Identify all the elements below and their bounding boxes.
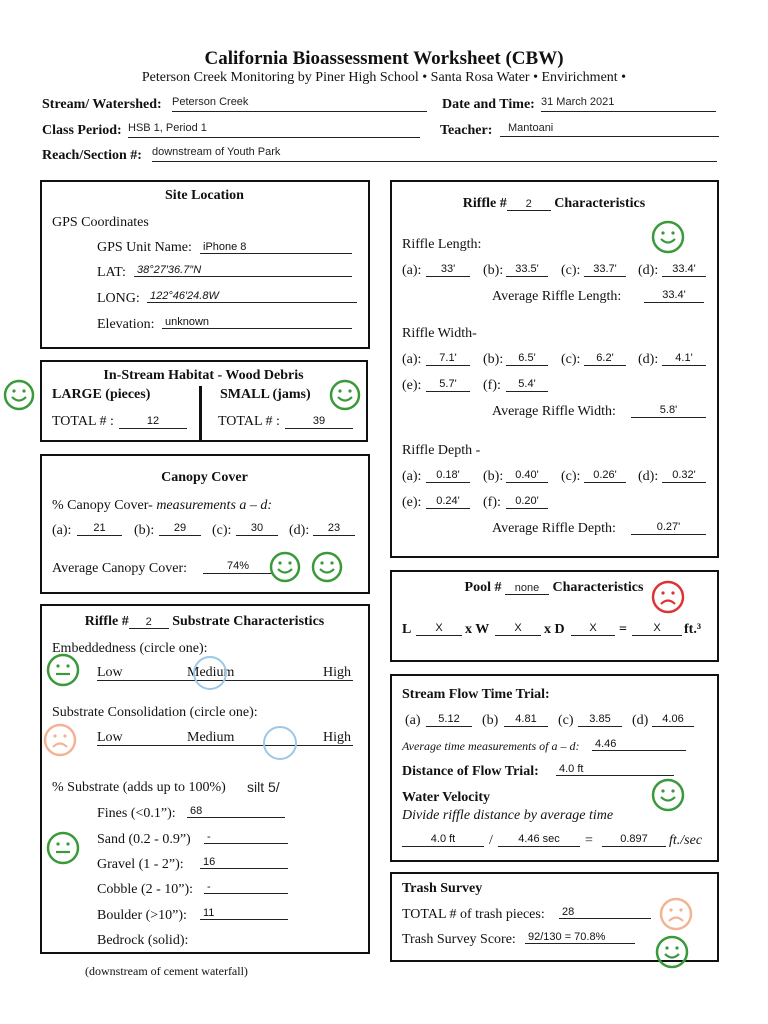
canopy-c-field[interactable]: 30 [236, 521, 278, 536]
large-total-field[interactable]: 12 [119, 414, 187, 429]
page-subtitle: Peterson Creek Monitoring by Piner High School • Santa Rosa Water • Envirichment • [141, 70, 627, 85]
date-label: Date and Time: [442, 97, 535, 112]
pool-heading-post: Characteristics [552, 580, 644, 595]
happy-face-icon [268, 550, 302, 584]
substrate-footnote: (downstream of cement waterfall) [85, 964, 248, 978]
canopy-c-label: (c): [212, 523, 232, 538]
avg-d-field[interactable]: 0.27' [631, 520, 706, 535]
d-f-field[interactable]: 0.20' [506, 494, 548, 509]
canopy-pct-italic: measurements a – d: [156, 498, 273, 513]
canopy-a-label: (a): [52, 523, 72, 538]
riffle-length-label: Riffle Length: [402, 237, 482, 252]
trash-score-label: Trash Survey Score: [402, 932, 516, 947]
d-c-field[interactable]: 0.26' [584, 468, 626, 483]
wood-heading: In-Stream Habitat - Wood Debris [103, 368, 304, 383]
reach-field[interactable]: downstream of Youth Park [152, 146, 717, 162]
large-total-label: TOTAL # : [52, 414, 114, 429]
pool-unit: ft.³ [684, 622, 702, 637]
site-heading: Site Location [165, 188, 244, 203]
len-a-field[interactable]: 33' [426, 262, 470, 277]
sand-label: Sand (0.2 - 0.9”) [97, 832, 191, 847]
sad-face-icon [658, 896, 694, 932]
canopy-d-field[interactable]: 23 [313, 521, 355, 536]
high-selection-circle [263, 726, 297, 760]
stream-field[interactable]: Peterson Creek [172, 96, 427, 112]
sand-field[interactable]: - [204, 830, 288, 844]
flow-d-field[interactable]: 4.06 [652, 712, 694, 727]
canopy-b-field[interactable]: 29 [159, 521, 201, 536]
flow-c-field[interactable]: 3.85 [578, 712, 622, 727]
pool-no-field[interactable]: none [505, 582, 549, 595]
d-b-label: (b): [483, 469, 504, 484]
flow-heading: Stream Flow Time Trial: [402, 687, 550, 702]
canopy-a-field[interactable]: 21 [77, 521, 122, 536]
class-field[interactable]: HSB 1, Period 1 [128, 122, 420, 138]
neutral-face-icon [45, 830, 81, 866]
consol-label: Substrate Consolidation (circle one): [52, 705, 258, 720]
trash-total-label: TOTAL # of trash pieces: [402, 907, 545, 922]
w-e-label: (e): [402, 378, 422, 393]
pool-W-label: x W [465, 622, 490, 637]
flow-box: Stream Flow Time Trial: (a) 5.12 (b) 4.81 (c) 3.85 (d) 4.06 Average time measurements of a – d: 4.46 Distance of Flow Trial: 4.0 ft Water Velocity Divide riffle distance by average time 4.0 ft / 4.46 sec = 0.897 ft./sec [390, 674, 719, 862]
pct-substrate-note: silt 5/ [247, 779, 280, 795]
velocity-label: Water Velocity [402, 790, 491, 805]
page-title: California Bioassessment Worksheet (CBW) [204, 48, 564, 69]
pool-L-label: L [402, 622, 412, 637]
sad-face-icon [650, 579, 686, 615]
neutral-face-icon [45, 652, 81, 688]
pool-w-field[interactable]: X [495, 621, 541, 636]
canopy-avg-label: Average Canopy Cover: [52, 561, 188, 576]
cobble-field[interactable]: - [204, 880, 288, 894]
long-label: LONG: [97, 291, 140, 306]
flow-dist-field[interactable]: 4.0 ft [556, 762, 674, 776]
stream-label: Stream/ Watershed: [42, 97, 162, 112]
large-label: LARGE (pieces) [52, 387, 151, 402]
velocity-result-field[interactable]: 0.897 [602, 832, 666, 847]
flow-dist-label: Distance of Flow Trial: [402, 764, 539, 779]
gps-unit-label: GPS Unit Name: [97, 240, 192, 255]
gravel-field[interactable]: 16 [200, 855, 288, 869]
w-d-label: (d): [638, 352, 659, 367]
happy-face-icon [654, 934, 690, 970]
elevation-label: Elevation: [97, 317, 155, 332]
pool-result-field[interactable]: X [632, 621, 682, 636]
d-b-field[interactable]: 0.40' [506, 468, 548, 483]
d-d-field[interactable]: 0.32' [662, 468, 706, 483]
w-a-field[interactable]: 7.1' [426, 351, 470, 366]
riffle-no-field[interactable]: 2 [507, 198, 551, 211]
flow-avg-field[interactable]: 4.46 [592, 737, 686, 751]
long-field[interactable]: 122°46′24.8W [147, 289, 357, 303]
avg-len-field[interactable]: 33.4' [644, 288, 704, 303]
small-total-field[interactable]: 39 [285, 414, 353, 429]
pool-D-label: x D [544, 622, 565, 637]
riffle-heading-pre: Riffle # [462, 196, 507, 211]
consol-high[interactable]: High [323, 730, 351, 745]
pool-heading-pre: Pool # [464, 580, 502, 595]
velocity-time-field[interactable]: 4.46 sec [498, 832, 580, 847]
trash-heading: Trash Survey [402, 881, 483, 896]
pool-d-field[interactable]: X [571, 621, 615, 636]
d-a-field[interactable]: 0.18' [426, 468, 470, 483]
w-c-label: (c): [561, 352, 581, 367]
site-location-box [40, 180, 370, 349]
flow-avg-label: Average time measurements of a – d: [402, 739, 580, 753]
w-c-field[interactable]: 6.2' [584, 351, 626, 366]
len-d-field[interactable]: 33.4' [662, 262, 706, 277]
flow-b-field[interactable]: 4.81 [504, 712, 548, 727]
w-b-field[interactable]: 6.5' [506, 351, 548, 366]
substrate-riffle-no[interactable]: 2 [129, 616, 169, 629]
elevation-field[interactable]: unknown [162, 315, 352, 329]
consol-low[interactable]: Low [97, 730, 123, 745]
cobble-label: Cobble (2 - 10”): [97, 882, 194, 897]
lat-field[interactable]: 38°27′36.7″N [134, 263, 352, 277]
w-b-label: (b): [483, 352, 504, 367]
d-e-field[interactable]: 0.24' [426, 494, 470, 509]
canopy-pct-text: % Canopy Cover- [52, 498, 153, 513]
d-c-label: (c): [561, 469, 581, 484]
len-c-field[interactable]: 33.7' [584, 262, 626, 277]
w-f-field[interactable]: 5.4' [506, 377, 548, 392]
trash-total-field[interactable]: 28 [559, 905, 651, 919]
medium-selection-circle [193, 656, 227, 690]
class-label: Class Period: [42, 123, 122, 138]
teacher-field[interactable]: Mantoani [500, 122, 719, 137]
d-d-label: (d): [638, 469, 659, 484]
w-d-field[interactable]: 4.1' [662, 351, 706, 366]
sad-face-icon [42, 722, 78, 758]
velocity-unit: ft./sec [669, 833, 703, 848]
pct-substrate-label: % Substrate (adds up to 100%) [52, 780, 226, 795]
bedrock-label: Bedrock (solid): [97, 933, 189, 948]
boulder-field[interactable]: 11 [200, 906, 288, 920]
canopy-pct-label [52, 498, 272, 514]
embed-high[interactable]: High [323, 665, 351, 680]
avg-d-label: Average Riffle Depth: [492, 521, 616, 536]
fines-field[interactable]: 68 [187, 804, 285, 818]
happy-face-icon [650, 777, 686, 813]
small-label: SMALL (jams) [220, 387, 311, 402]
wood-debris-box [40, 360, 368, 442]
small-total-label: TOTAL # : [218, 414, 280, 429]
happy-face-icon [2, 378, 36, 412]
avg-len-label: Average Riffle Length: [492, 289, 622, 304]
happy-face-icon [310, 550, 344, 584]
pool-eq: = [619, 622, 627, 637]
velocity-slash: / [489, 833, 493, 848]
substrate-heading-pre: Riffle # [84, 614, 129, 629]
canopy-avg-field[interactable]: 74% [203, 559, 273, 574]
avg-w-label: Average Riffle Width: [492, 404, 616, 419]
velocity-note: Divide riffle distance by average time [402, 808, 614, 823]
gravel-label: Gravel (1 - 2”): [97, 857, 184, 872]
happy-face-icon [328, 378, 362, 412]
teacher-label: Teacher: [440, 123, 493, 138]
len-b-label: (b): [483, 263, 504, 278]
substrate-heading-post: Substrate Characteristics [172, 614, 325, 629]
trash-score-field[interactable]: 92/130 = 70.8% [525, 930, 635, 944]
embed-medium[interactable]: Medium [187, 665, 235, 680]
len-d-label: (d): [638, 263, 659, 278]
riffle-width-label: Riffle Width- [402, 326, 477, 341]
substrate-heading [42, 614, 367, 630]
len-a-label: (a): [402, 263, 422, 278]
canopy-b-label: (b): [134, 523, 155, 538]
consol-medium[interactable]: Medium [187, 730, 235, 745]
wood-divider [199, 386, 202, 442]
gps-unit-field[interactable]: iPhone 8 [200, 240, 352, 254]
velocity-dist-field[interactable]: 4.0 ft [402, 832, 484, 847]
embed-low[interactable]: Low [97, 665, 123, 680]
reach-label: Reach/Section #: [42, 148, 142, 163]
lat-label: LAT: [97, 265, 126, 280]
avg-w-field[interactable]: 5.8' [631, 403, 706, 418]
happy-face-icon [650, 219, 686, 255]
riffle-heading-post: Characteristics [554, 196, 646, 211]
date-field[interactable]: 31 March 2021 [541, 96, 716, 112]
w-a-label: (a): [402, 352, 422, 367]
d-e-label: (e): [402, 495, 422, 510]
flow-a-field[interactable]: 5.12 [426, 712, 472, 727]
fines-label: Fines (<0.1”): [97, 806, 176, 821]
embed-label: Embeddedness (circle one): [52, 641, 208, 656]
canopy-heading: Canopy Cover [161, 470, 248, 485]
w-f-label: (f): [483, 378, 501, 393]
canopy-d-label: (d): [289, 523, 310, 538]
len-c-label: (c): [561, 263, 581, 278]
velocity-eq: = [585, 833, 593, 848]
riffle-heading [392, 196, 716, 212]
len-b-field[interactable]: 33.5' [506, 262, 548, 277]
gps-label: GPS Coordinates [52, 215, 149, 230]
d-a-label: (a): [402, 469, 422, 484]
d-f-label: (f): [483, 495, 501, 510]
pool-l-field[interactable]: X [416, 621, 462, 636]
boulder-label: Boulder (>10”): [97, 908, 187, 923]
w-e-field[interactable]: 5.7' [426, 377, 470, 392]
riffle-depth-label: Riffle Depth - [402, 443, 481, 458]
